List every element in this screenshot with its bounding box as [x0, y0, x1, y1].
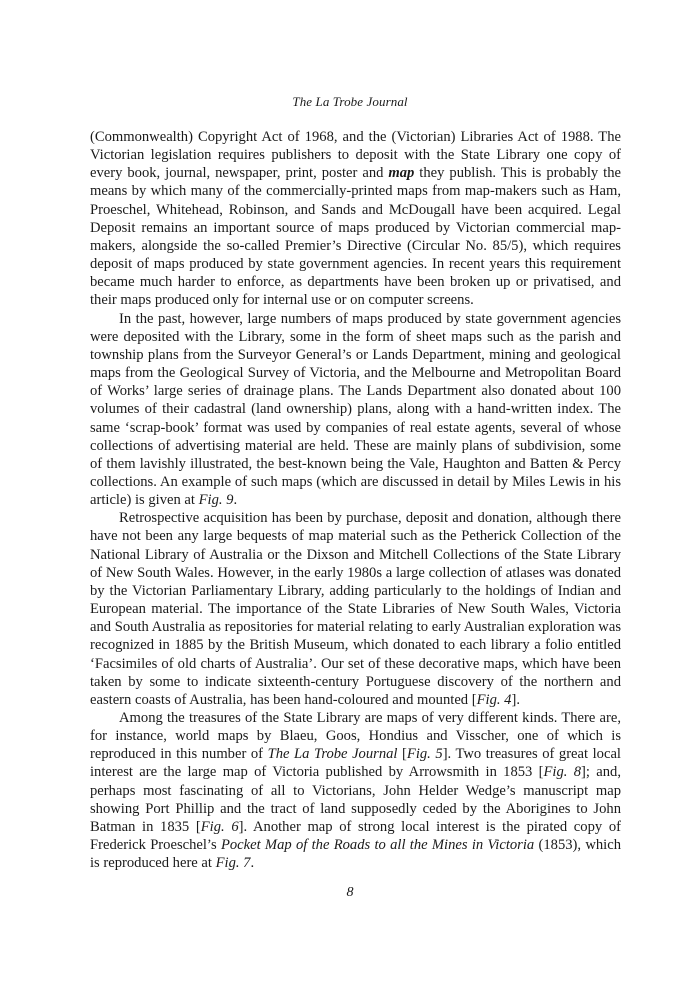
figure-ref: Fig. 6: [200, 818, 239, 835]
figure-ref: Fig. 7: [215, 855, 251, 872]
paragraph-2: In the past, however, large numbers of maps produced by state government agencies were deposited with the Library, some in the form of sheet maps such as the parish and township plans from the Surveyor General’s or Lands Department, mining and geological maps from the Geological Survey of Victoria, and the Melbourne and Metropolitan Board of Works’ large series of drainage plans. The Lands Department also donated about 100 volumes of their cadastral (land ownership) plans, along with a hand-written index. The same ‘scrap-book’ format was used by companies of real estate agents, several of whose collections of advertising material are held. These are mainly plans of subdivision, some of them lavishly illustrated, the best-known being the Vale, Haughton and Batten & Percy collections. An example of such maps (which are discussed in detail by Miles Lewis in his article) is given at Fig. 9.: [90, 310, 621, 509]
figure-ref: Fig. 5: [406, 746, 443, 763]
journal-title: The La Trobe Journal: [267, 746, 398, 763]
paragraph-1: (Commonwealth) Copyright Act of 1968, and the (Victorian) Libraries Act of 1988. The Victorian legislation requires publishers to deposit with the State Library one copy of every book, journal, newspaper, print, poster and map they publish. This is probably the means by which many of the commercially-printed maps from map-makers such as Ham, Proeschel, Whitehead, Robinson, and Sands and McDougall have been acquired. Legal Deposit remains an important source of maps produced by Victorian commercial map-makers, alongside the so-called Premier’s Directive (Circular No. 85/5), which requires deposit of maps produced by state government agencies. In recent years this requirement became much harder to enforce, as departments have been broken up or privatised, and their maps produced only for internal use or on computer screens.: [90, 129, 621, 309]
figure-ref: Fig. 4: [476, 691, 512, 708]
map-title: Pocket Map of the Roads to all the Mines in Victoria: [220, 837, 535, 854]
figure-ref: Fig. 9: [198, 492, 234, 509]
page-number: 8: [346, 885, 354, 900]
paragraph-3: Retrospective acquisition has been by purchase, deposit and donation, although there have not been any large bequests of map material such as the Petherick Collection of the National Library of Australia or the Dixson and Mitchell Collections of the State Library of New South Wales. However, in the early 1980s a large collection of atlases was donated by the Victorian Parliamentary Library, adding particularly to the holdings of Indian and European material. The importance of the State Libraries of New South Wales, Victoria and South Australia as repositories for material relating to early Australian exploration was recognized in 1885 by the British Museum, which donated to each library a folio entitled ‘Facsimiles of old charts of Australia’. Our set of these decorative maps, which have been taken by some to indicate sixteenth-century Portuguese discovery of the northern and eastern coasts of Australia, has been hand-coloured and mounted [Fig. 4].: [90, 510, 621, 708]
article-body: [90, 128, 621, 872]
running-head: The La Trobe Journal: [292, 94, 408, 109]
figure-ref: Fig. 8: [543, 764, 582, 781]
emphasis-map: map: [388, 165, 415, 182]
paragraph-4: Among the treasures of the State Library are maps of very different kinds. There are, for instance, world maps by Blaeu, Goos, Hondius and Visscher, one of which is reproduced in this number of The La Trobe Journal [Fig. 5]. Two treasures of great local interest are the large map of Victoria published by Arrowsmith in 1853 [Fig. 8]; and, perhaps most fascinating of all to Victorians, John Helder Wedge’s manuscript map showing Port Phillip and the tract of land supposedly ceded by the Aborigines to John Batman in 1835 [Fig. 6]. Another map of strong local interest is the pirated copy of Frederick Proeschel’s Pocket Map of the Roads to all the Mines in Victoria (1853), which is reproduced here at Fig. 7.: [90, 710, 621, 872]
